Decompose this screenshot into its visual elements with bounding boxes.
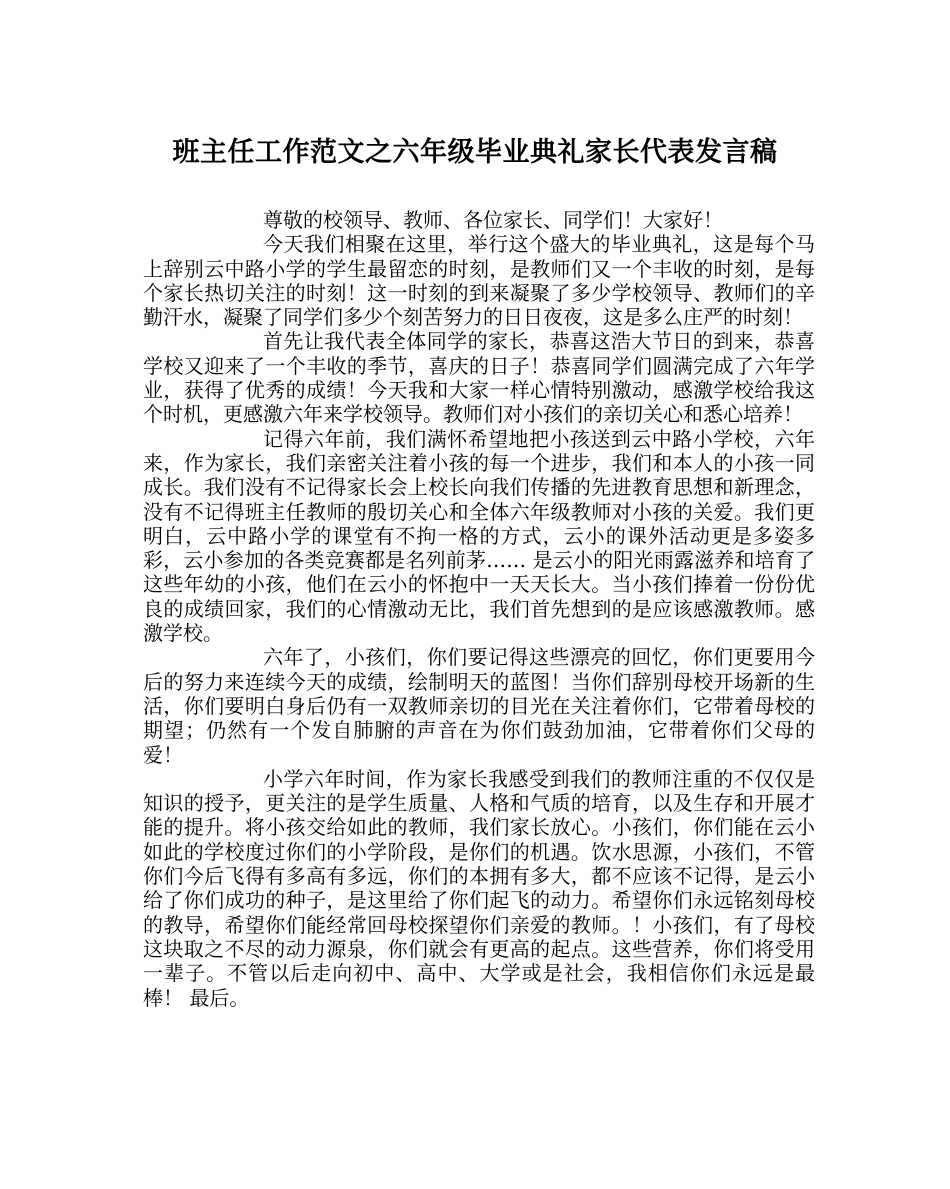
paragraph-memories: 记得六年前，我们满怀希望地把小孩送到云中路小学校，六年来，作为家长，我们亲密关注着小孩的每一个进步，我们和本人的小孩一同成长。我们没有不记得家长会上校长向我们传播的先进教育思想和新理念，没有不记得班主任教师的殷切关心和全体六年级教师对小孩的关爱。我们更明白，云中路小学的课堂有不拘一格的方式，云小的课外活动更是多姿多彩，云小参加的各类竞赛都是名列前茅…… 是云小的阳光雨露滋养和培育了这些年幼的小孩，他们在云小的怀抱中一天天长大。当小孩们捧着一份份优良的成绩回家，我们的心情激动无比，我们首先想到的是应该感激教师。感激学校。 (143, 426, 815, 646)
document-body (143, 208, 815, 1010)
paragraph-greeting: 尊敬的校领导、教师、各位家长、同学们！大家好！ (263, 208, 723, 232)
paragraph-congratulations: 首先让我代表全体同学的家长，恭喜这浩大节日的到来，恭喜学校又迎来了一个丰收的季节，喜庆的日子！恭喜同学们圆满完成了六年学业，获得了优秀的成绩！今天我和大家一样心情特别激动，感激学校给我这个时机，更感激六年来学校领导。教师们对小孩们的亲切关心和悉心培养！ (143, 329, 815, 427)
document-title: 班主任工作范文之六年级毕业典礼家长代表发言稿 (172, 137, 778, 168)
paragraph-gratitude: 小学六年时间，作为家长我感受到我们的教师注重的不仅仅是知识的授予，更关注的是学生质量、人格和气质的培育，以及生存和开展才能的提升。将小孩交给如此的教师，我们家长放心。小孩们，你们能在云小如此的学校度过你们的小学阶段，是你们的机遇。饮水思源，小孩们，不管你们今后飞得有多高有多远，你们的本拥有多大，都不应该不记得，是云小给了你们成功的种子，是这里给了你们起飞的动力。希望你们永远铭刻母校的教导，希望你们能经常回母校探望你们亲爱的教师。！小孩们，有了母校这块取之不尽的动力源泉，你们就会有更高的起点。这些营养，你们将受用一辈子。不管以后走向初中、高中、大学或是社会，我相信你们永远是最棒！ 最后。 (143, 766, 815, 1010)
paragraph-gathering: 今天我们相聚在这里，举行这个盛大的毕业典礼，这是每个马上辞别云中路小学的学生最留恋的时刻，是教师们又一个丰收的时刻，是每个家长热切关注的时刻！这一时刻的到来凝聚了多少学校领导、教师们的辛勤汗水，凝聚了同学们多少个刻苦努力的日日夜夜，这是多么庄严的时刻！ (143, 232, 815, 330)
paragraph-six-years: 六年了，小孩们，你们要记得这些漂亮的回忆，你们更要用今后的努力来连续今天的成绩，绘制明天的蓝图！当你们辞别母校开场新的生活，你们要明白身后仍有一双教师亲切的目光在关注着你们，它带着母校的期望；仍然有一个发自肺腑的声音在为你们鼓劲加油，它带着你们父母的爱！ (143, 645, 815, 767)
